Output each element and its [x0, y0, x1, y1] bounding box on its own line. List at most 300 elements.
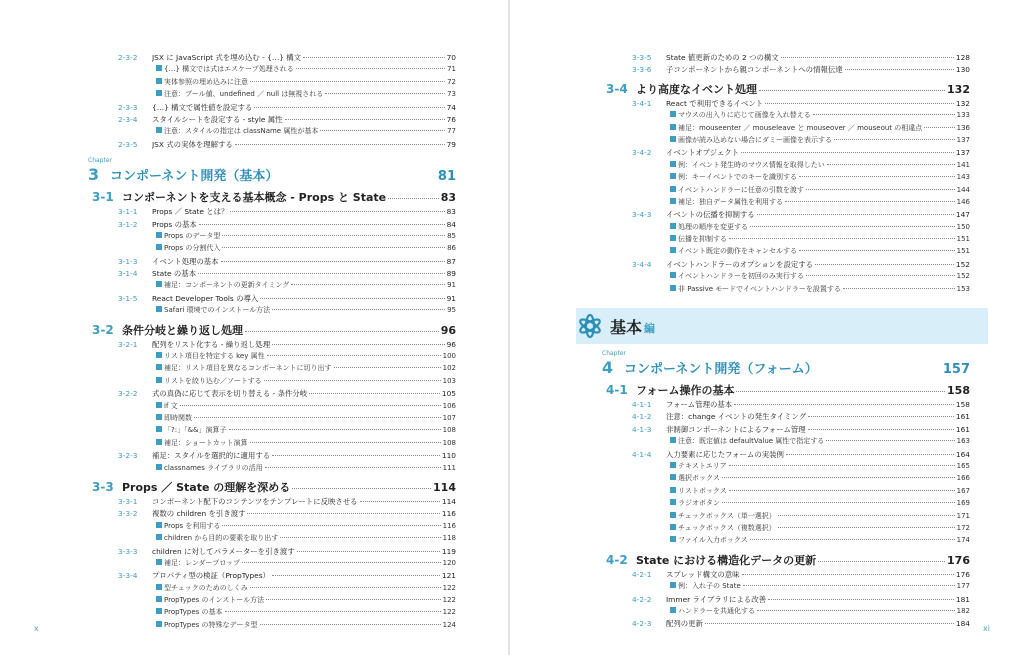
toc-entry [88, 508, 456, 520]
page-ref: 103 [442, 376, 456, 385]
entry-title: イベントの伝播を抑制する [666, 210, 755, 220]
section-number: 4-1-1 [632, 400, 652, 410]
dot-leader [786, 454, 954, 455]
dot-leader [722, 477, 955, 478]
entry-title: ハンドラーを共通化する [678, 606, 755, 615]
toc-entry [602, 259, 970, 271]
bullet-square-icon [156, 352, 162, 358]
toc-entry [88, 570, 456, 582]
entry-title: 複数の children を引き渡す [152, 509, 246, 519]
subtopic-entry [602, 581, 970, 593]
page-ref: 181 [955, 594, 970, 604]
dot-leader [180, 405, 441, 406]
page-ref: 105 [441, 389, 456, 399]
section-number: 3-3-4 [118, 571, 138, 581]
toc-entry [602, 618, 970, 630]
entry-title: ファイル入力ボックス [678, 536, 748, 545]
dot-leader [194, 417, 441, 418]
subtopic-entry [88, 89, 456, 101]
section-number: 3-4-1 [632, 98, 652, 108]
entry-title: PropTypes の特殊なデータ型 [164, 620, 258, 629]
dot-leader [264, 380, 441, 381]
dot-leader [297, 551, 440, 552]
dot-leader [729, 465, 955, 466]
dot-leader [722, 502, 955, 503]
entry-title: コンポーネント開発（基本） [110, 169, 279, 185]
dot-leader [750, 226, 955, 227]
bullet-square-icon [156, 377, 162, 383]
entry-title: Props ／ State とは？ [152, 207, 229, 217]
bullet-square-icon [156, 621, 162, 627]
dot-leader [808, 416, 954, 417]
part-title: 基本 [610, 317, 643, 337]
dot-leader [221, 261, 445, 262]
subtopic-entry [88, 77, 456, 89]
entry-title: {…} 構文で属性値を設定する [152, 102, 253, 112]
dot-leader [734, 404, 954, 405]
page-ref: 165 [956, 461, 970, 470]
bullet-square-icon [156, 464, 162, 470]
dot-leader [222, 247, 445, 248]
dot-leader [742, 574, 954, 575]
subtopic-entry [88, 401, 456, 413]
entry-title: 補足：ショートカット演算 [164, 438, 248, 447]
dot-leader [303, 57, 445, 58]
subtopic-entry [88, 243, 456, 255]
dot-leader [260, 624, 441, 625]
page-ref: 153 [956, 284, 970, 293]
dot-leader [292, 488, 431, 489]
dot-leader [806, 275, 955, 276]
page-ref: 87 [446, 256, 456, 266]
entry-title: イベントオブジェクト [666, 148, 740, 158]
entry-title: 補足：レンダープロップ [164, 558, 241, 567]
entry-title: React で利用できるイベント [666, 98, 764, 108]
page-ref: 83 [440, 191, 456, 205]
section-number: 3-2-3 [118, 451, 138, 461]
bullet-square-icon [156, 596, 162, 602]
page-ref: 161 [955, 412, 970, 422]
toc-left [88, 52, 456, 632]
bullet-square-icon [670, 272, 676, 278]
subtopic-entry [602, 486, 970, 498]
entry-title: 配列の更新 [666, 619, 703, 629]
page-ref: 151 [956, 247, 970, 256]
toc-entry [88, 189, 456, 206]
toc-entry [88, 52, 456, 64]
subtopic-entry [602, 523, 970, 535]
entry-title: State 値更新のための 2 つの構文 [666, 53, 779, 62]
bullet-square-icon [156, 65, 162, 71]
entry-title: イベントハンドラーを初回のみ実行する [678, 272, 804, 281]
page-ref: 102 [442, 364, 456, 373]
dot-leader [325, 93, 445, 94]
bullet-square-icon [156, 426, 162, 432]
section-number: 3-1 [92, 190, 114, 205]
entry-title: スプレッド構文の意味 [666, 569, 740, 579]
section-number: 3-3-5 [632, 53, 652, 62]
section-number: 2-3-3 [118, 102, 138, 112]
page-ref: 146 [956, 197, 970, 206]
section-number: 3-3-2 [118, 509, 138, 519]
subtopic-entry [602, 246, 970, 258]
entry-title: イベントハンドラーに任意の引数を渡す [678, 185, 804, 194]
bullet-square-icon [156, 414, 162, 420]
dot-leader [843, 288, 955, 289]
chapter-entry [88, 165, 456, 185]
dot-leader [778, 527, 955, 528]
section-number: 3-1-2 [118, 219, 138, 229]
bullet-square-icon [156, 90, 162, 96]
toc-entry [602, 209, 970, 221]
entry-title: 子コンポーネントから親コンポーネントへの情報伝達 [666, 65, 843, 75]
toc-entry [602, 594, 970, 606]
entry-title: 型チェックのためのしくみ [164, 583, 248, 592]
dot-leader [266, 599, 440, 600]
page-ref: 108 [442, 438, 456, 447]
entry-title: 配列をリスト化する - 繰り返し処理 [152, 339, 271, 349]
section-number: 4-2-1 [632, 569, 652, 579]
page-ref: 122 [442, 608, 456, 617]
page-ref: 172 [956, 523, 970, 532]
bullet-square-icon [156, 559, 162, 565]
react-atom-icon [578, 311, 602, 341]
page-ref: 107 [442, 413, 456, 422]
entry-title: スタイルシートを設定する - style 属性 [152, 114, 283, 124]
page-ref: 158 [947, 384, 970, 398]
page-ref: 124 [442, 620, 456, 629]
dot-leader [785, 201, 955, 202]
subtopic-entry [88, 521, 456, 533]
toc-entry [602, 147, 970, 159]
entry-title: 条件分岐と繰り返し処理 [122, 323, 243, 337]
bullet-square-icon [156, 439, 162, 445]
subtopic-entry [602, 135, 970, 147]
page-ref: 108 [442, 426, 456, 435]
section-number: 3-4-2 [632, 148, 652, 158]
dot-leader [741, 152, 954, 153]
toc-entry [602, 98, 970, 110]
entry-title: 補足：mouseenter ／ mouseleave と mouseover ／ mouseout の相違点 [678, 123, 923, 132]
bullet-square-icon [670, 607, 676, 613]
entry-title: 補足：独自データ属性を利用する [678, 197, 783, 206]
bullet-square-icon [670, 474, 676, 480]
bullet-square-icon [156, 364, 162, 370]
entry-title: Props のデータ型 [164, 231, 221, 240]
dot-leader [757, 610, 955, 611]
bullet-square-icon [156, 608, 162, 614]
dot-leader [245, 331, 439, 332]
dot-leader [388, 198, 439, 199]
page-ref: 96 [440, 323, 456, 337]
page-ref: 76 [446, 114, 456, 124]
entry-title: プロパティ型の検証（PropTypes） [152, 571, 270, 581]
bullet-square-icon [156, 127, 162, 133]
entry-title: チェックボックス（複数選択） [678, 523, 776, 532]
bullet-square-icon [156, 584, 162, 590]
entry-title: children から目的の要素を取り出す [164, 534, 279, 543]
page-ref: 121 [441, 571, 456, 581]
bullet-square-icon [670, 499, 676, 505]
bullet-square-icon [670, 124, 676, 130]
entry-title: 伝播を抑制する [678, 235, 727, 244]
subtopic-entry [88, 583, 456, 595]
entry-title: 入力要素に応じたフォームの実装例 [666, 449, 784, 459]
entry-title: 処理の順序を変更する [678, 222, 748, 231]
dot-leader [924, 127, 954, 128]
subtopic-entry [88, 595, 456, 607]
subtopic-entry [602, 511, 970, 523]
bullet-square-icon [670, 524, 676, 530]
bullet-square-icon [156, 244, 162, 250]
section-number: 4-1-4 [632, 449, 652, 459]
section-number: 4-2-2 [632, 594, 652, 604]
entry-title: children に対してパラメーターを引き渡す [152, 546, 295, 556]
section-number: 4-2-3 [632, 619, 652, 629]
page-ref: 171 [956, 511, 970, 520]
entry-title: React Developer Tools の導入 [152, 293, 259, 303]
toc-entry [602, 569, 970, 581]
dot-leader [199, 224, 445, 225]
page-ref: 151 [956, 235, 970, 244]
dot-leader [222, 525, 440, 526]
chapter-label: Chapter [602, 350, 626, 358]
bullet-square-icon [156, 281, 162, 287]
entry-title: classnames ライブラリの活用 [164, 463, 263, 472]
entry-title: Props の基本 [152, 219, 197, 229]
bullet-square-icon [156, 78, 162, 84]
section-number: 4-1 [606, 383, 628, 398]
page-number-left: x [34, 624, 39, 633]
bullet-square-icon [670, 247, 676, 253]
page-ref: 166 [956, 474, 970, 483]
page-ref: 132 [947, 82, 970, 96]
page-ref: 91 [447, 281, 456, 290]
part-banner [576, 308, 988, 344]
page-ref: 167 [956, 486, 970, 495]
toc-entry [602, 424, 970, 436]
entry-title: 「?:」「&&」演算子 [164, 426, 227, 435]
dot-leader [845, 69, 954, 70]
dot-leader [736, 391, 945, 392]
toc-entry [88, 219, 456, 231]
page-ref: 141 [956, 160, 970, 169]
subtopic-entry [602, 436, 970, 448]
bullet-square-icon [156, 522, 162, 528]
subtopic-entry [88, 351, 456, 363]
subtopic-entry [88, 376, 456, 388]
subtopic-entry [88, 425, 456, 437]
dot-leader [230, 211, 444, 212]
subtopic-entry [602, 498, 970, 510]
entry-title: State の基本 [152, 269, 197, 279]
section-number: 2-3-2 [118, 53, 138, 62]
bullet-square-icon [670, 223, 676, 229]
subtopic-entry [88, 280, 456, 292]
page-ref: 116 [442, 521, 456, 530]
dot-leader [826, 440, 954, 441]
bullet-square-icon [670, 136, 676, 142]
page-ref: 111 [442, 463, 456, 472]
page-ref: 110 [441, 451, 456, 461]
page-ref: 118 [442, 534, 456, 543]
toc-entry [88, 339, 456, 351]
entry-title: 注意：既定値は defaultValue 属性で指定する [678, 437, 825, 446]
dot-leader [729, 238, 955, 239]
section-number: 3-3-6 [632, 65, 652, 75]
page-ref: 83 [446, 207, 456, 217]
dot-leader [198, 273, 445, 274]
dot-leader [765, 103, 954, 104]
entry-title: イベント既定の動作をキャンセルする [678, 247, 797, 256]
toc-entry [602, 382, 970, 399]
entry-title: 補足：リスト項目を異なるコンポーネントに切り出す [164, 364, 332, 373]
page-ref: 163 [956, 437, 970, 446]
dot-leader [759, 90, 945, 91]
dot-leader [750, 539, 955, 540]
subtopic-entry [602, 222, 970, 234]
bullet-square-icon [670, 198, 676, 204]
dot-leader [360, 501, 440, 502]
bullet-square-icon [156, 534, 162, 540]
toc-entry [88, 479, 456, 496]
page-ref: 119 [441, 546, 456, 556]
page-ref: 86 [447, 244, 456, 253]
dot-leader [815, 264, 954, 265]
page-ref: 158 [955, 400, 970, 410]
subtopic-entry [602, 461, 970, 473]
part-suffix: 編 [644, 322, 656, 336]
dot-leader [768, 599, 954, 600]
section-number: 3-4 [606, 81, 628, 96]
entry-title: より高度なイベント処理 [636, 82, 757, 96]
entry-title: 非 Passive モードでイベントハンドラーを設置する [678, 284, 841, 293]
section-number: 4-2 [606, 552, 628, 567]
dot-leader [272, 344, 445, 345]
page-ref: 143 [956, 173, 970, 182]
subtopic-entry [602, 535, 970, 547]
subtopic-entry [88, 305, 456, 317]
entry-title: PropTypes のインストール方法 [164, 596, 265, 605]
chapter-entry [602, 358, 970, 378]
subtopic-entry [88, 363, 456, 375]
entry-title: ラジオボタン [678, 499, 720, 508]
section-number: 3-3-1 [118, 496, 138, 506]
section-number: 3-1-3 [118, 256, 138, 266]
entry-title: 例：入れ子の State [678, 582, 741, 591]
bullet-square-icon [156, 232, 162, 238]
entry-title: 例：キーイベントでのキーを識別する [678, 173, 797, 182]
page-ref: 95 [447, 306, 456, 315]
subtopic-entry [88, 533, 456, 545]
dot-leader [757, 214, 954, 215]
toc-right [602, 52, 970, 631]
page-ref: 152 [955, 259, 970, 269]
section-number: 2-3-5 [118, 139, 138, 149]
dot-leader [222, 235, 445, 236]
dot-leader [285, 119, 445, 120]
subtopic-entry [88, 620, 456, 632]
bullet-square-icon [670, 111, 676, 117]
dot-leader [235, 144, 445, 145]
page-ref: 128 [955, 53, 970, 62]
section-number: 3-2 [92, 322, 114, 337]
page-ref: 91 [446, 293, 456, 303]
toc-entry [602, 411, 970, 423]
dot-leader [729, 490, 955, 491]
dot-leader [272, 575, 440, 576]
section-number: 3-1-1 [118, 207, 138, 217]
page-ref: 100 [442, 352, 456, 361]
section-number: 2-3-4 [118, 114, 138, 124]
subtopic-entry [602, 234, 970, 246]
subtopic-entry [602, 197, 970, 209]
toc-entry [88, 139, 456, 151]
page-ref: 182 [956, 606, 970, 615]
bullet-square-icon [670, 285, 676, 291]
bullet-square-icon [670, 582, 676, 588]
dot-leader [334, 367, 441, 368]
toc-entry [88, 496, 456, 508]
page-ref: 70 [446, 53, 456, 62]
page-ref: 116 [441, 509, 456, 519]
page-ref: 84 [446, 219, 456, 229]
entry-title: リストを絞り込む／ソートする [164, 376, 262, 385]
section-number: 3-1-4 [118, 269, 138, 279]
entry-title: Immer ライブラリによる改善 [666, 594, 766, 604]
page-ref: 164 [955, 449, 970, 459]
page-ref: 150 [956, 222, 970, 231]
section-number: 4 [602, 358, 614, 378]
dot-leader [778, 515, 955, 516]
subtopic-entry [88, 64, 456, 76]
dot-leader [247, 513, 439, 514]
toc-entry [602, 449, 970, 461]
subtopic-entry [88, 438, 456, 450]
subtopic-entry [602, 284, 970, 296]
dot-leader [267, 355, 441, 356]
toc-entry [88, 256, 456, 268]
toc-entry [88, 322, 456, 339]
section-number: 4-1-2 [632, 412, 652, 422]
dot-leader [280, 537, 440, 538]
bullet-square-icon [670, 462, 676, 468]
bullet-square-icon [670, 161, 676, 167]
entry-title: テキストエリア [678, 461, 727, 470]
dot-leader [799, 176, 955, 177]
page-ref: 177 [956, 582, 970, 591]
entry-title: コンポーネントを支える基本概念 - Props と State [122, 191, 387, 205]
entry-title: リストボックス [678, 486, 727, 495]
toc-entry [88, 293, 456, 305]
right-page [510, 0, 1024, 655]
entry-title: JSX 式の実体を理解する [152, 139, 233, 149]
entry-title: Safari 環境でのインストール方法 [164, 306, 271, 315]
entry-title: マウスの出入りに応じて画像を入れ替える [678, 111, 811, 120]
toc-entry [602, 52, 970, 64]
page-ref: 136 [956, 123, 970, 132]
page-ref: 137 [956, 135, 970, 144]
entry-title: 補足：コンポーネントの更新タイミング [164, 281, 290, 290]
dot-leader [272, 455, 440, 456]
subtopic-entry [88, 126, 456, 138]
left-page [0, 0, 508, 655]
dot-leader [834, 139, 955, 140]
page-ref: 122 [442, 583, 456, 592]
page-ref: 77 [447, 127, 456, 136]
dot-leader [250, 587, 441, 588]
section-number: 3-4-4 [632, 259, 652, 269]
